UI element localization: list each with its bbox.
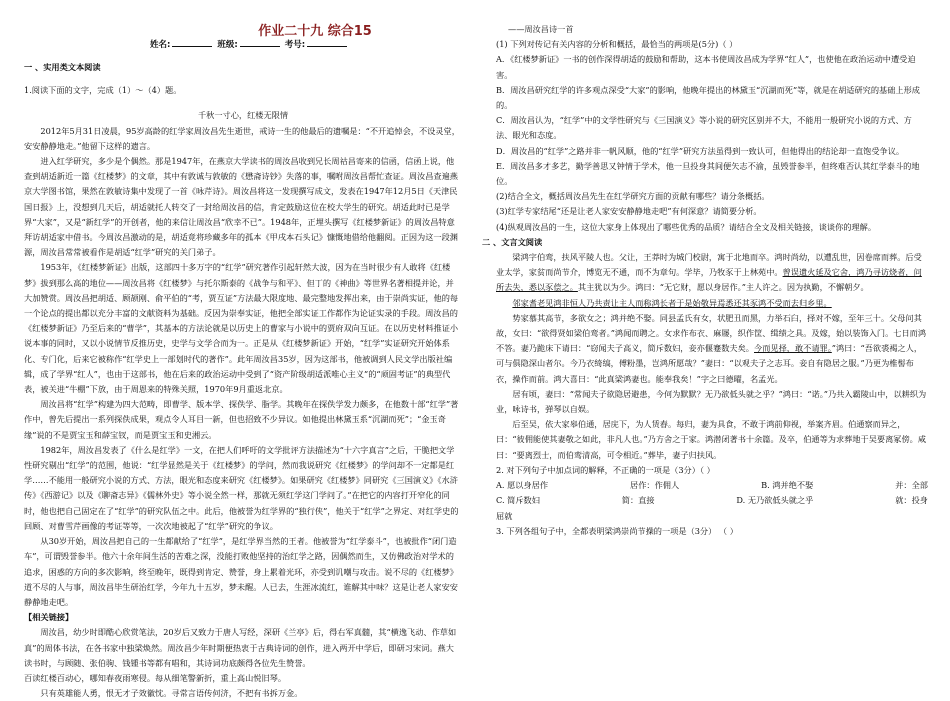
question-5-options-row-2 xyxy=(496,493,928,508)
exam-no-blank[interactable] xyxy=(307,46,347,47)
option-b: B. 鸿并绝不娶 xyxy=(761,480,814,491)
article-title: 千秋一寸心，红楼无限情 xyxy=(197,110,289,121)
classical-passage-paragraph: 梁鸿字伯鸾，扶风平陵人也。父让，王莽时为城门校尉，寓于北地而卒。鸿时尚幼，以遭乱世，因卷席而葬。后受业太学，家贫而尚节介，博览无不通，而不为章句。学毕，乃牧豕于上林苑中。曾误遗火延及它舍，鸿乃寻访烧者，问所去失，悉以豕偿之。其主犹以为少。鸿曰：“无它财，愿以身居作。”主人许之。因为执勤，不懈朝夕。 xyxy=(496,252,922,293)
related-link-heading: 【相关链接】 xyxy=(24,612,74,623)
page-title: 作业二十九 综合15 xyxy=(258,24,372,39)
article-paragraph: 1953年，《红楼梦新证》出版，这部四十多万字的“红学”研究著作引起轩然大波，因为在当时很少有人敢将《红楼梦》拔到那么高的地位——周汝昌将《红楼梦》与托尔斯泰的《战争与和平》、但丁的《神曲》等世界名著相提并论，并大加赞赏。周汝昌把胡适、顾颉刚、俞平伯的“考，贾互证”方法最大限度地、最完整地发挥出来，由于崇尚实证，他的每一个论点的提出都以充分丰富的文献资料为基础。反因为崇奉实证，他把全部实证工作都作为论证实录的手段。周汝昌的《红楼梦新证》乃至后来的“曹学”，其基本的方法论就是以历史上的曹家与小说中的贾府双向互证。在以历史材料推证小说本事的同时，又以小说情节反推历史，史学与文学合而为一。正是从《红楼梦新证》开始，“红学”实证研究开始体系化、专门化，后来它被称作“红学史上一部划时代的著作”。此年周汝昌35岁，因为这部书，他被调到人民文学出版社编辑，成了学界“红人”，也由于这部书，他在后来的政治运动中受到了“资产阶级胡适派唯心主义”的“顽固考证”的典型代表，被关进“牛棚”下放，由于周恩来的特殊关照，1970年9月重返北京。 xyxy=(24,262,459,395)
underlined-sentence: 邻家耆老见鸿非恒人乃共责让主人而称鸿长者于是始敬异焉悉还其豕鸿不受而去归乡里。 xyxy=(512,297,832,308)
right-column xyxy=(482,22,928,539)
student-info-line xyxy=(150,38,349,50)
option-d-gloss-tail: 屈就 xyxy=(496,510,513,521)
option-c-gloss: 简：直接 xyxy=(621,495,655,506)
class-blank[interactable] xyxy=(240,46,280,47)
question-1-option: B．周汝昌研究红学的许多观点深受“大家”的影响，他晚年提出的林黛玉“沉湖而死”等，就是在胡适研究的基础上形成的。 xyxy=(496,84,920,111)
option-b-gloss: 并：全部 xyxy=(895,480,928,491)
left-column xyxy=(24,60,462,701)
question-5-stem: 2. 对下列句子中加点词的解释，不正确的一项是（3分）（ ） xyxy=(496,464,715,475)
underlined-sentence: 曾误遗火延及它舍，鸿乃寻访烧者，问所去失，悉以豕偿之。 xyxy=(496,267,922,293)
question-1-option: A．《红楼梦新证》一书的创作深得胡适的鼓励和帮助，这本书使周汝昌成为学界“红人”，也使他在政治运动中遭受迫害。 xyxy=(496,54,916,80)
poem-signature: ——周汝昌诗一首 xyxy=(508,24,574,34)
question-1-option: E．周汝昌多才多艺，勤学善思又钟情于学术，他一旦投身其间便矢志不渝，虽毁誉参半，但终难否认其红学泰斗的地位。 xyxy=(496,160,920,187)
question-1-option: D．周汝昌的“红学”之路并非一帆风顺，他的“红学”研究方法虽得到一致认可，但他得出的结论却一直饱受争议。 xyxy=(496,145,905,156)
article-paragraph: 从30岁开始，周汝昌把自己的一生都献给了“红学”，是红学界当然的王者。他被誉为“红学泰斗”，也被批作“闭门造车”，可谓毁誉参半。他六十余年间生活的苦难之深，没能打败他坚持的治红学之路，因偶然而生，又仿佛政治对学术的追求，困惑的方向的多次影响，终至晚年，既得到肯定、赞誉，身上累着光环，亦受到讥嘲与攻击。说不尽的《红楼梦》道不尽的人与事，周汝昌毕生研治红学，今年九十五岁，梦未醒。人已去，生涯冰流红，谁解其中味？这是让老人家安安静静地走吧。 xyxy=(24,536,458,607)
option-c: C. 简斥数妇 xyxy=(496,495,540,506)
section-heading-1: 一 、实用类文本阅读 xyxy=(24,62,101,72)
underlined-sentence: 今而见择，敢不请罪。 xyxy=(754,343,832,354)
article-paragraph: 周汝昌将“红学”构建为四大范畴，即曹学、版本学、探佚学、脂学。其晚年在探佚学发力颇多，在他数十部“红学”著作中，曾先后提出一系列探佚成果，观点令人耳目一新，但也招致不少异议。如他提出林黛玉系“沉湖而死”；“金玉奇缘”说的不是贾宝玉和薛宝钗，而是贾宝玉和史湘云。 xyxy=(24,399,459,440)
exam-no-label: 考号: xyxy=(284,40,306,50)
question-3: (3)红学专家结尾“还是让老人家安安静静地走吧”有何深意？请简要分析。 xyxy=(496,206,762,217)
question-2: (2)结合全文，概括周汝昌先生在红学研究方面的贡献有哪些？请分条概括。 xyxy=(496,191,770,202)
question-5-options-row-1 xyxy=(496,478,928,493)
article-paragraph: 2012年5月31日凌晨，95岁高龄的红学家周汝昌先生逝世，戒诗一生的他最后的遗嘱是：“不开追悼会，不设灵堂，安安静静地走。”他留下这样的遗言。 xyxy=(24,125,460,151)
question-1-stem: (1) 下列对传记有关内容的分析和概括，最恰当的两项是(5分)（ ） xyxy=(496,39,738,50)
poem-line: 只有英雄能人勇，恨无才子效徽忱。寻常言语传何济，不把有书拆万金。 xyxy=(40,688,303,699)
classical-passage-paragraph xyxy=(496,296,928,311)
option-a-gloss: 居作：作佣人 xyxy=(630,480,680,491)
question-4: (4)纵观周汝昌的一生，这位大家身上体现出了哪些优秀的品质？请结合全文及相关链接，谈谈你的理解。 xyxy=(496,221,877,232)
name-label: 姓名: xyxy=(150,40,171,50)
option-d-gloss: 就：投身 xyxy=(895,495,928,506)
name-blank[interactable] xyxy=(172,46,212,47)
class-label: 班级: xyxy=(217,40,238,50)
section-heading-2: 二 、文言文阅读 xyxy=(482,236,543,247)
option-d: D. 无乃欲低头就之乎 xyxy=(736,495,814,506)
poem-line: 百读红楼百动心，哪知春夜雨寒侵。每从细笔警新折，重上高山悦旧琴。 xyxy=(24,672,287,683)
question-1-option: C．周汝昌认为，“红学”中的文学性研究与《三国演义》等小说的研究区别并不大，不能用一般研究小说的方式、方法、眼光和态度。 xyxy=(496,115,912,141)
classical-passage-paragraph: 后至吴，依大家皋伯通，居庑下，为人赁舂。每归，妻为具食，不敢于鸿前仰视，举案齐眉。伯通察而异之，曰：“彼佣能使其妻敬之如此，非凡人也。”乃方舍之于家。鸿潜闭著书十余篇。及卒，伯通等为求葬地于吴要离冢傍。咸曰：“要离烈士，而伯鸾清高，可令相近。”葬毕，妻子归扶风。 xyxy=(496,419,927,460)
related-link-paragraph: 周汝昌，幼少时即酷心欣赏笔法，20岁后又致力于唐人写经，深研《兰亭》后，得右军真髓，其“横逸飞动、作草如真”的周体书法，在各书家中独梁焕然。周汝昌少年时期便热衷于古典诗词的创作，进入两开中学后，即研习宋词。燕大读书时，与顾随、张伯驹、钱锺书等都有唱和，其诗词功底颇得各位先生赞誉。 xyxy=(24,627,457,668)
classical-passage-paragraph: 居有顷，妻曰：“常闻夫子欲隐居避患，今何为默默？无乃欲低头就之乎？”鸿曰：“诺。”乃共入霸陵山中，以耕织为业，咏诗书，弹琴以自娱。 xyxy=(496,388,927,415)
option-a: A. 愿以身居作 xyxy=(496,480,549,491)
classical-passage-paragraph: 势家慕其高节，多欲女之；鸿并绝不娶。同县孟氏有女，状肥丑而黑，力举石臼，择对不嫁，至年三十。父母问其故，女曰：“欲得贤如梁伯鸾者。”鸿闻而聘之。女求作布衣、麻屦，织作筐、缉绩之具。及嫁，始以装饰入门。七日而鸿不答。妻乃跪床下请曰：“窃闻夫子高义，简斥数妇，妾亦偃蹇数夫矣。今而见择，敢不请罪。”鸿曰：“吾欲裘褐之人，可与俱隐深山者尔。今乃衣绮缟，傅粉墨，岂鸿所愿哉？”妻曰：“以观夫子之志耳。妾自有隐居之服。”乃更为椎髻布衣，操作而前。鸿大喜曰：“此真梁鸿妻也。能奉我矣！”字之曰德曜，名孟光。 xyxy=(496,312,927,384)
article-paragraph: 1982年，周汝昌发表了《什么是红学》一文，在把人们呼吁的文学批评方法描述为“十六字真言”之后，干脆把文学性研究剔出“红学”的范围，他说：“红学显然是关于《红楼梦》的学问，然而我说研究《红楼梦》的学问却不一定都是红学……不能用一般研究小说的方式、方法，眼光和态度来研究《红楼梦》。如果研究《红楼梦》同研究《三国演义》《水浒传》《西游记》以及《聊斋志异》《儒林外史》等小说全然一样，那就无须红学这门学问了。”在把它的内容打开窄化的同时，他也把自己固定在了“红学”的研究队伍之中。此后，他被誉为红学界的“独行侠”，他关于“红学”之界定、对红学史的回顾、对曹雪芹画像的考证等等，一次次地被起了“红学”研究的争议。 xyxy=(24,444,459,531)
instruction: 1.阅读下面的文字，完成（1）～（4）题。 xyxy=(24,85,182,96)
question-6-stem: 3. 下列各组句子中，全都表明梁鸿崇尚节操的一项是（3分） （ ） xyxy=(496,525,738,536)
article-paragraph: 进入红学研究，多少是个偶然。那是1947年，在燕京大学读书的周汝昌收到兄长周祜昌寄来的信函，信函上说，他查到胡适新近一篇《红楼梦》的文章，其中有敦诚与敦敏的《懋斋诗钞》失落的事，嘱咐周汝昌帮忙查证。周汝昌查遍燕京大学图书馆，果然在敦敏诗集中发现了一首《咏芹诗》。周汝昌将这一发现撰写成文，发表在1947年12月5日《天津民国日报》上，没想到几天后，胡适就托人转交了一封给周汝昌的信，肯定鼓励这位在校大学生的研究。胡适此时已是学界“大家”，又是“新红学”的开创者，他的来信让周汝昌“欣幸不已”。1948年，正埋头撰写《红楼梦新证》的周汝昌特意拜访胡适家中借书。今周汝昌激动的是，胡适竟将珍藏多年的孤本《甲戌本石头记》慷慨地借给他翻阅。正因为这一段渊源，周汝昌常常被看作是胡适“红学”研究的关门弟子。 xyxy=(24,156,458,258)
